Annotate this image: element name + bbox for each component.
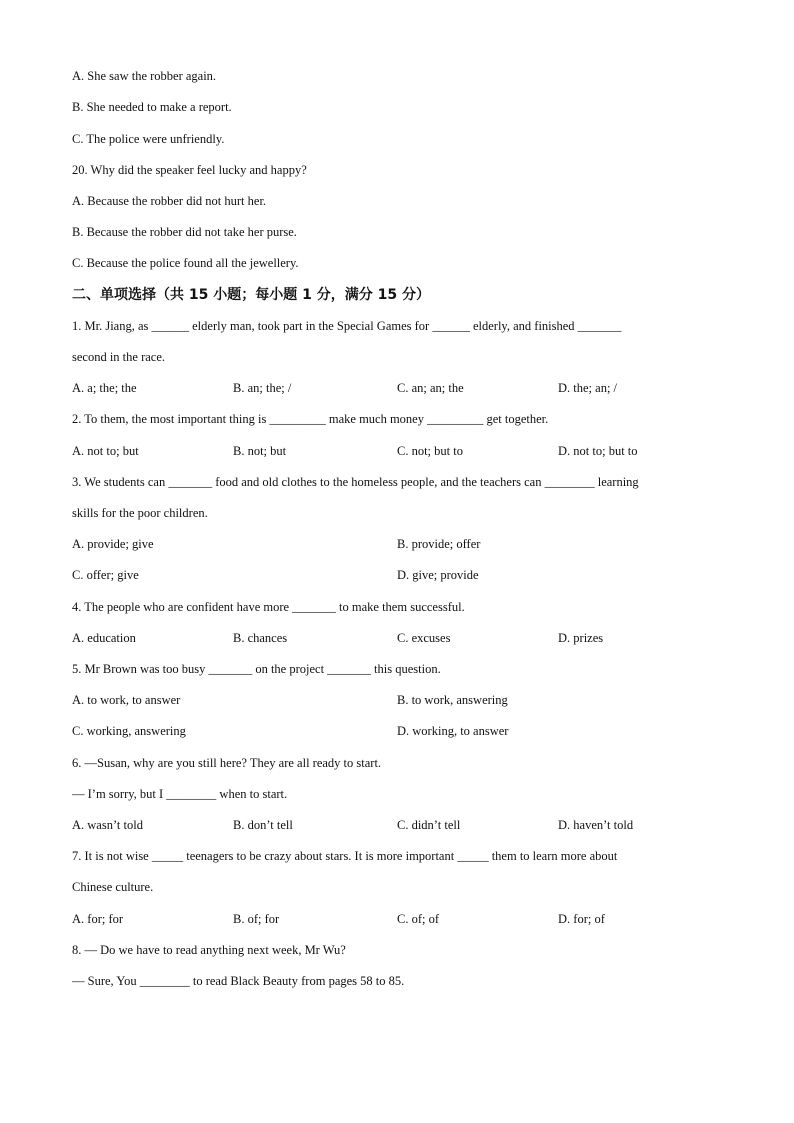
q20-option-c: C. Because the police found all the jewellery. — [72, 256, 299, 270]
q5-option-a: A. to work, to answer — [72, 693, 181, 707]
q6-stem-line2: — I’m sorry, but I ________ when to start. — [72, 787, 288, 801]
q3-option-b: B. provide; offer — [397, 537, 481, 551]
q7-option-d: D. for; of — [558, 912, 605, 926]
q1-stem-line2: second in the race. — [72, 350, 166, 364]
q5-stem: 5. Mr Brown was too busy _______ on the project _______ this question. — [72, 662, 441, 676]
q4-option-c: C. excuses — [397, 631, 451, 645]
q2-option-c: C. not; but to — [397, 444, 463, 458]
q1-option-a: A. a; the; the — [72, 381, 137, 395]
q3-option-c: C. offer; give — [72, 568, 139, 582]
q4-stem: 4. The people who are confident have more _______ to make them successful. — [72, 600, 465, 614]
q2-option-a: A. not to; but — [72, 444, 139, 458]
q2-option-b: B. not; but — [233, 444, 287, 458]
q2-stem: 2. To them, the most important thing is _________ make much money _________ get together. — [72, 412, 549, 426]
q8-stem-line2: — Sure, You ________ to read Black Beauty from pages 58 to 85. — [72, 974, 405, 988]
q19-option-b: B. She needed to make a report. — [72, 100, 232, 114]
q7-stem-line2: Chinese culture. — [72, 880, 154, 894]
q4-option-d: D. prizes — [558, 631, 604, 645]
q6-option-a: A. wasn’t told — [72, 818, 143, 832]
q4-option-a: A. education — [72, 631, 136, 645]
q1-stem-line1: 1. Mr. Jiang, as ______ elderly man, took part in the Special Games for ______ elderly, and finished _______ — [72, 319, 622, 333]
q6-option-c: C. didn’t tell — [397, 818, 461, 832]
q3-option-d: D. give; provide — [397, 568, 479, 582]
q20-stem: 20. Why did the speaker feel lucky and happy? — [72, 163, 307, 177]
q6-stem-line1: 6. —Susan, why are you still here? They are all ready to start. — [72, 756, 382, 770]
q6-option-b: B. don’t tell — [233, 818, 293, 832]
q5-option-d: D. working, to answer — [397, 724, 509, 738]
q3-stem-line1: 3. We students can _______ food and old clothes to the homeless people, and the teachers can ________ learning — [72, 475, 639, 489]
q5-option-b: B. to work, answering — [397, 693, 508, 707]
q7-option-a: A. for; for — [72, 912, 124, 926]
q20-option-a: A. Because the robber did not hurt her. — [72, 194, 267, 208]
q3-stem-line2: skills for the poor children. — [72, 506, 208, 520]
q8-stem-line1: 8. — Do we have to read anything next week, Mr Wu? — [72, 943, 346, 957]
q1-option-d: D. the; an; / — [558, 381, 618, 395]
q20-option-b: B. Because the robber did not take her purse. — [72, 225, 297, 239]
q7-option-c: C. of; of — [397, 912, 440, 926]
q7-stem-line1: 7. It is not wise _____ teenagers to be crazy about stars. It is more important _____ them to learn more about — [72, 849, 618, 863]
q2-option-d: D. not to; but to — [558, 444, 638, 458]
q3-option-a: A. provide; give — [72, 537, 154, 551]
q19-option-a: A. She saw the robber again. — [72, 69, 217, 83]
q1-option-c: C. an; an; the — [397, 381, 464, 395]
q5-option-c: C. working, answering — [72, 724, 186, 738]
q6-option-d: D. haven’t told — [558, 818, 634, 832]
q7-option-b: B. of; for — [233, 912, 280, 926]
q19-option-c: C. The police were unfriendly. — [72, 132, 225, 146]
section-heading: 二、单项选择（共 15 小题；每小题 1 分，满分 15 分） — [72, 287, 430, 303]
q4-option-b: B. chances — [233, 631, 288, 645]
q1-option-b: B. an; the; / — [233, 381, 292, 395]
